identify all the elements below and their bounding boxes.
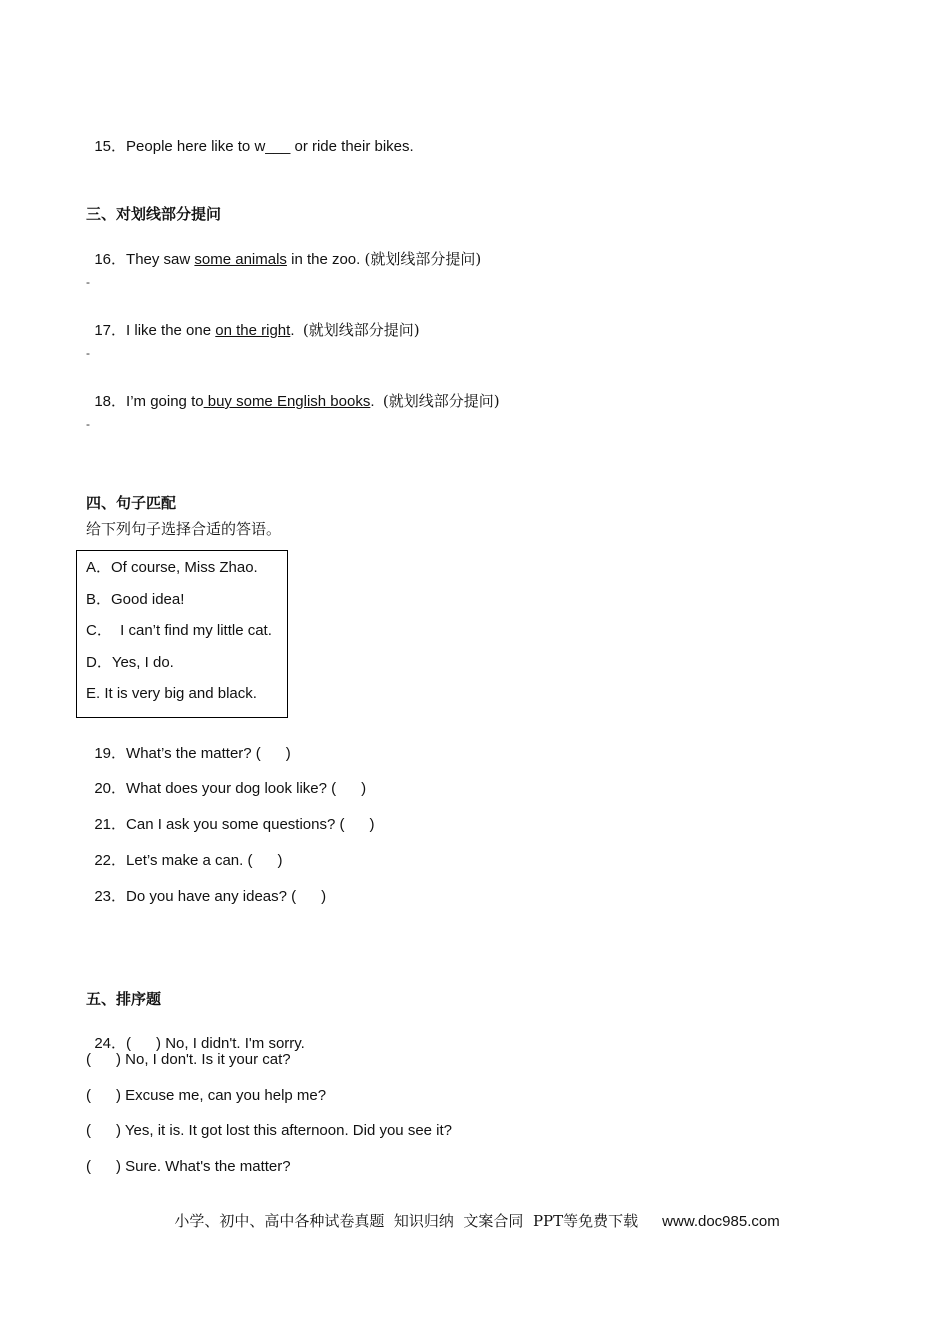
footer-text: 小学、初中、高中各种试卷真题 知识归纳 文案合同 PPT等免费下载 [174, 1212, 639, 1230]
question-note: (就划线部分提问) [382, 392, 500, 410]
question-number: 22． [94, 852, 127, 869]
question-21[interactable] [86, 795, 374, 835]
question-number: 20． [94, 780, 127, 797]
question-note: (就划线部分提问) [302, 321, 420, 339]
ordering-item-3[interactable]: ( ) Excuse me, can you help me? [86, 1087, 327, 1104]
ordering-item-1[interactable] [86, 1014, 305, 1054]
answer-line-17[interactable]: - [86, 346, 90, 360]
footer-url[interactable]: www.doc985.com [662, 1213, 780, 1230]
question-17 [86, 300, 420, 341]
ordering-item-4[interactable]: ( ) Yes, it is. It got lost this afternoon. Did you see it? [86, 1122, 453, 1139]
underlined-phrase: buy some English books [203, 393, 371, 410]
option-d: D．Yes, I do. [86, 654, 174, 671]
ordering-item-2[interactable]: ( ) No, I don't. Is it your cat? [86, 1051, 291, 1068]
answer-line-18[interactable]: - [86, 417, 90, 431]
question-text-post: . [370, 393, 383, 410]
section-4-instruction: 给下列句子选择合适的答语。 [86, 520, 282, 538]
question-number: 19． [94, 745, 127, 762]
question-16 [86, 229, 481, 270]
option-a: A．Of course, Miss Zhao. [86, 559, 258, 576]
question-23[interactable] [86, 867, 326, 907]
question-22[interactable] [86, 831, 282, 871]
question-text-pre: I’m going to [126, 393, 204, 410]
section-5-title: 五、排序题 [86, 990, 162, 1008]
section-3-title: 三、对划线部分提问 [86, 205, 222, 223]
question-18 [86, 371, 500, 412]
question-text-pre: They saw [126, 251, 195, 268]
page-footer [166, 1191, 780, 1232]
answer-line-16[interactable]: - [86, 275, 90, 289]
option-e: E. It is very big and black. [86, 685, 257, 702]
question-note: (就划线部分提问) [364, 250, 482, 268]
question-number: 16． [94, 251, 127, 268]
question-number: 21． [94, 816, 127, 833]
options-box [76, 550, 288, 718]
underlined-phrase: on the right [215, 322, 291, 339]
question-number: 23． [94, 888, 127, 905]
question-text-post: . [290, 322, 303, 339]
question-number: 18． [94, 393, 127, 410]
question-number: 24． [94, 1035, 127, 1052]
question-text: Do you have any ideas? ( ) [126, 888, 327, 905]
question-15 [86, 117, 414, 157]
question-text: What does your dog look like? ( ) [126, 780, 367, 797]
underlined-phrase: some animals [194, 251, 287, 268]
section-4-title: 四、句子匹配 [86, 494, 177, 512]
question-20[interactable] [86, 759, 366, 799]
question-text: What’s the matter? ( ) [126, 745, 291, 762]
option-b: B．Good idea! [86, 591, 185, 608]
question-19[interactable] [86, 724, 291, 764]
ordering-item-5[interactable]: ( ) Sure. What's the matter? [86, 1158, 291, 1175]
question-text-pre: I like the one [126, 322, 216, 339]
question-text-post: in the zoo. [286, 251, 365, 268]
question-text: People here like to w___ or ride their bikes. [126, 138, 414, 155]
ordering-text: ( ) No, I didn't. I'm sorry. [126, 1035, 305, 1052]
question-number: 15． [94, 138, 127, 155]
question-number: 17． [94, 322, 127, 339]
question-text: Let’s make a can. ( ) [126, 852, 283, 869]
question-text: Can I ask you some questions? ( ) [126, 816, 375, 833]
option-c: C． I can’t find my little cat. [86, 622, 272, 639]
